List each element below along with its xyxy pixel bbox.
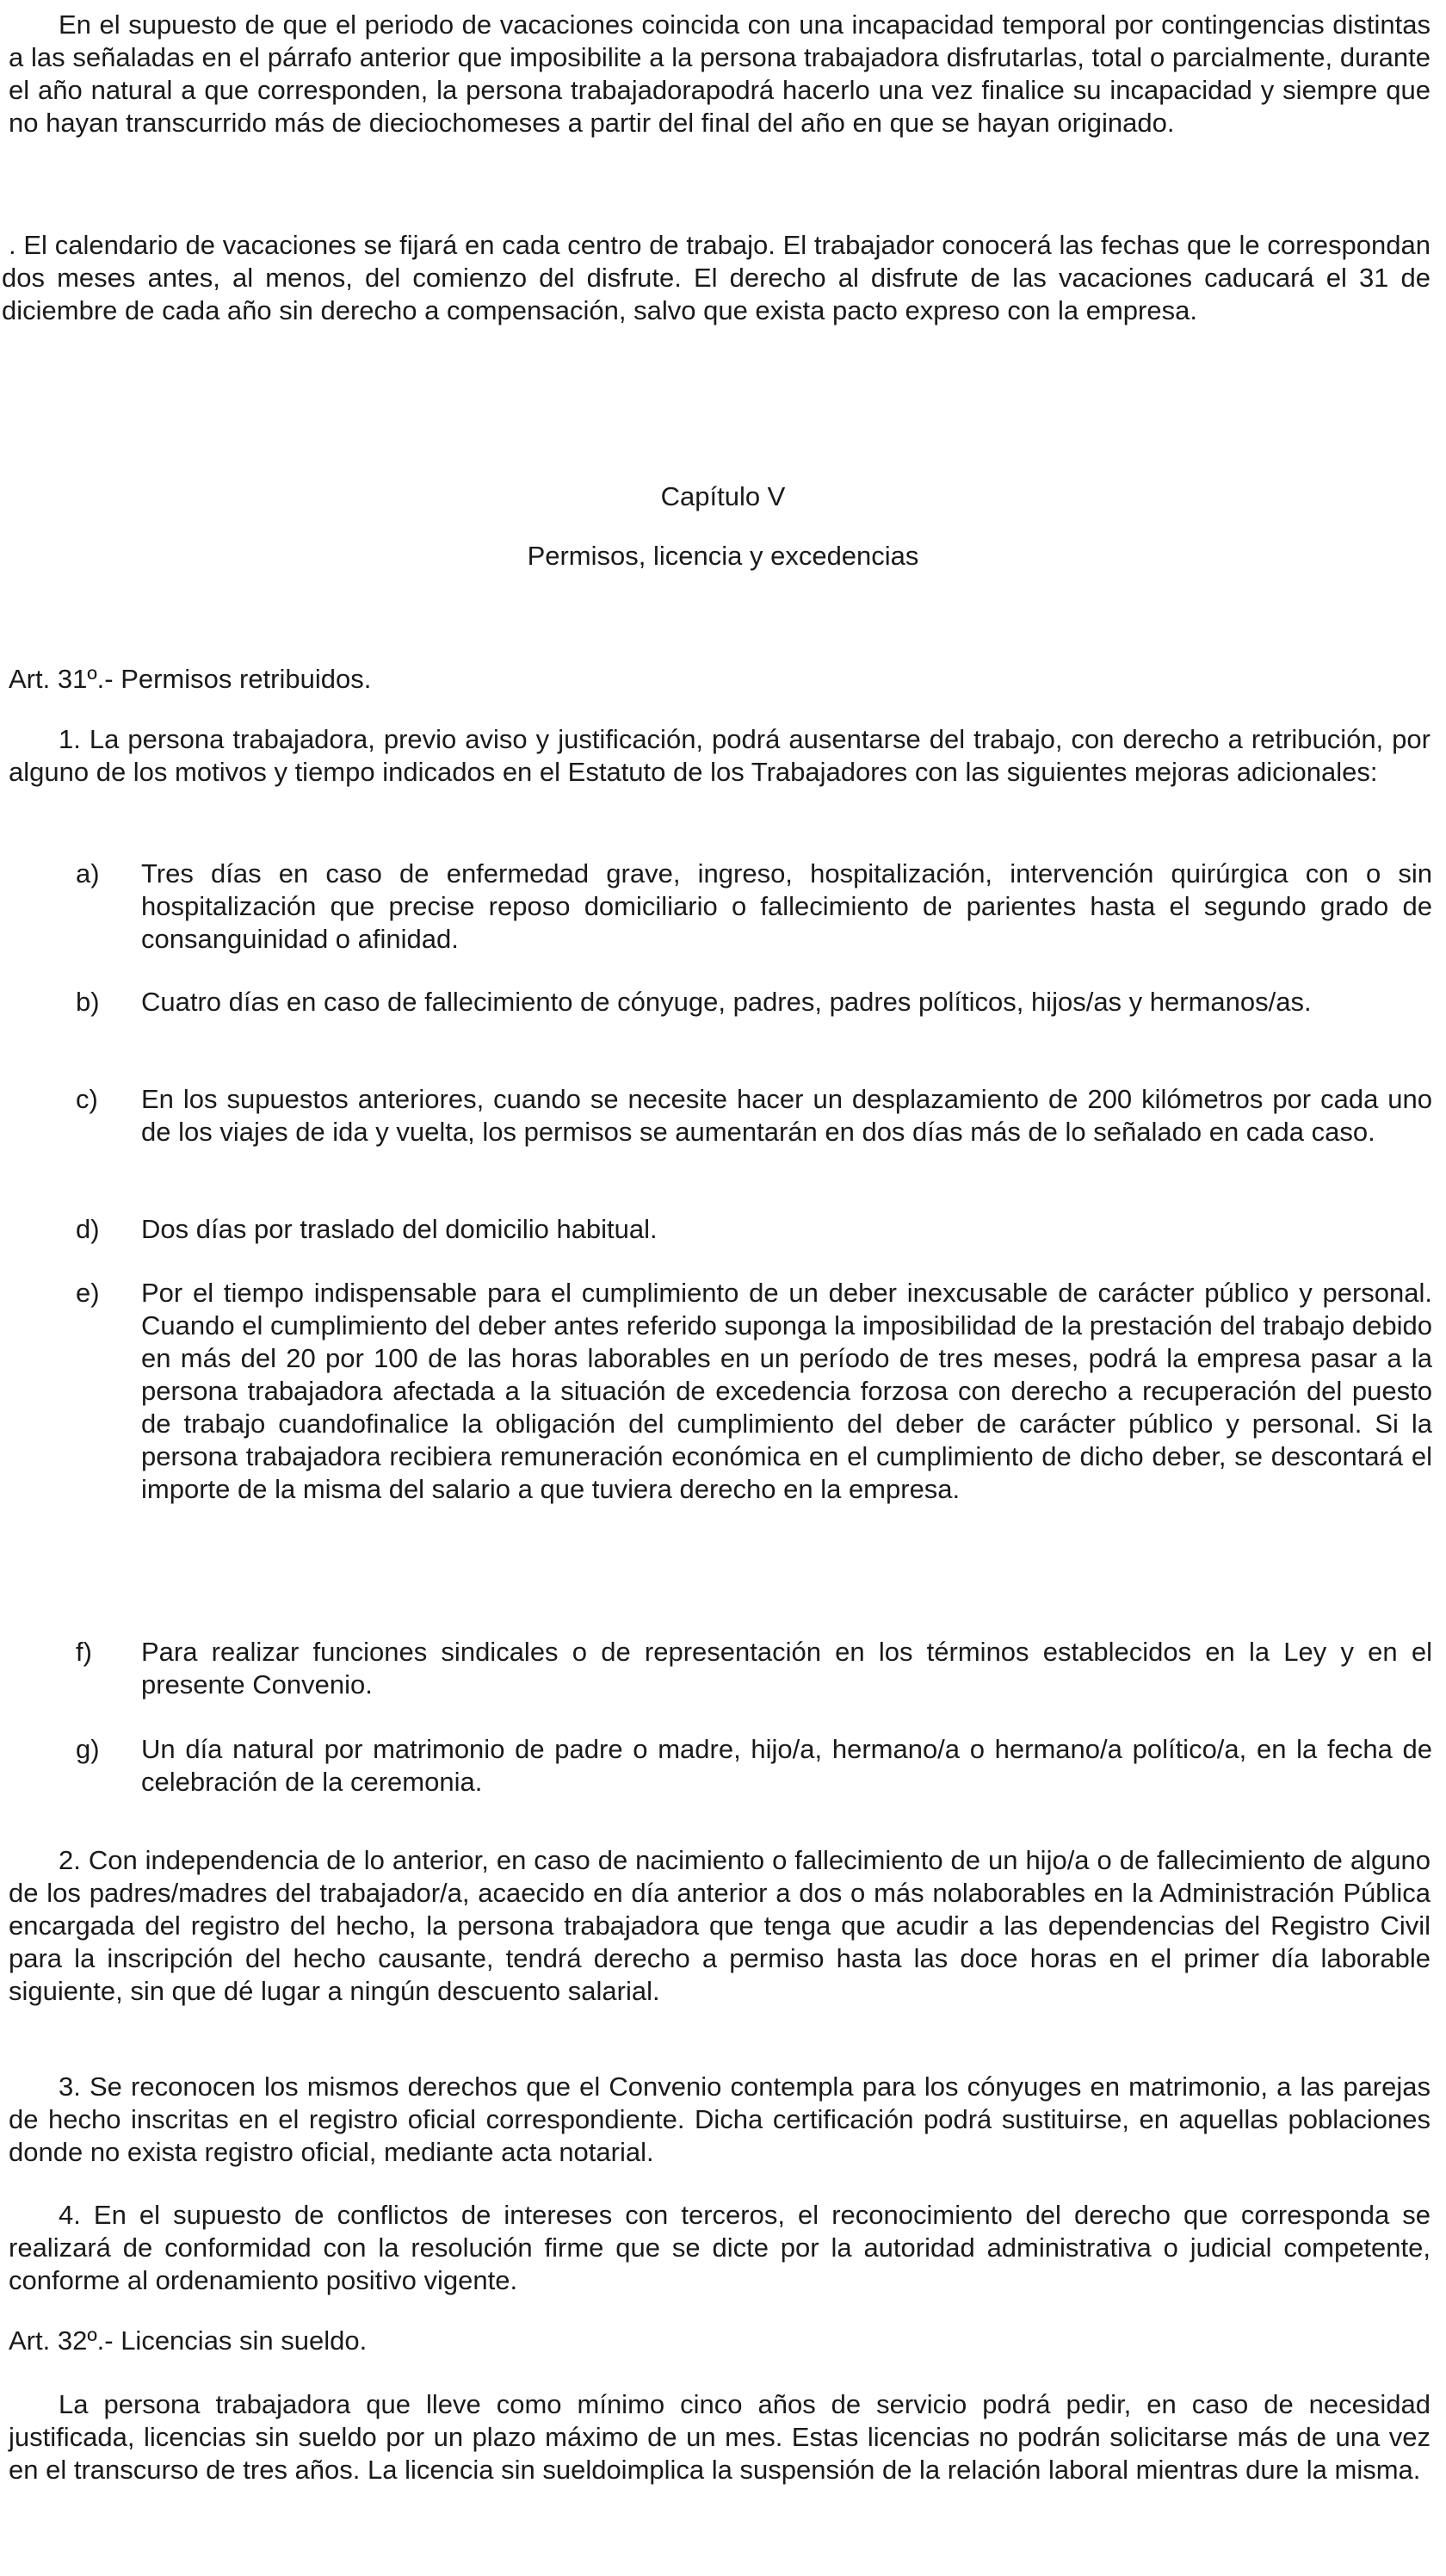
list-item-letter: c) — [76, 1084, 98, 1114]
chapter-title: Permisos, licencia y excedencias — [527, 541, 919, 571]
paragraph-calendario: . El calendario de vacaciones se fijará en cada centro de trabajo. El trabajador conocerá las fechas que le correspondan dos meses antes, al menos, del comienzo del disfrute. El derecho al disfrute de las vacaciones caducará el 31 de diciembre de cada año sin derecho a compensación, salvo que exista pacto expreso con la empresa. — [2, 230, 1431, 325]
list-item-text: Por el tiempo indispensable para el cumplimiento de un deber inexcusable de carácter público y personal. Cuando el cumplimiento del deber antes referido suponga la imposibilidad de la prestación del trabajo debido en más del 20 por 100 de las horas laborables en un período de tres meses, podrá la empresa pasar a la persona trabajadora afectada a la situación de excedencia forzosa con derecho a recuperación del puesto de trabajo cuandofinalice la obligación del cumplimiento del deber de carácter público y personal. Si la persona trabajadora recibiera remuneración económica en el cumplimiento de dicho deber, se descontará el importe de la misma del salario a que tuviera derecho en la empresa. — [141, 1278, 1432, 1504]
art31-paragraph-2: 2. Con independencia de lo anterior, en caso de nacimiento o fallecimiento de un hijo/a o de fallecimiento de alguno de los padres/madres del trabajador/a, acaecido en día anterior a dos o más nolaborables en la Administración Pública encargada del registro del hecho, la persona trabajadora que tenga que acudir a las dependencias del Registro Civil para la inscripción del hecho causante, tendrá derecho a permiso hasta las doce horas en el primer día laborable siguiente, sin que dé lugar a ningún descuento salarial. — [9, 1845, 1431, 2006]
art32-paragraph-1: La persona trabajadora que lleve como mínimo cinco años de servicio podrá pedir, en caso de necesidad justificada, licencias sin sueldo por un plazo máximo de un mes. Estas licencias no podrán solicitarse más de una vez en el transcurso de tres años. La licencia sin sueldoimplica la suspensión de la relación laboral mientras dure la misma. — [9, 2389, 1431, 2485]
paragraph-vacaciones-incapacidad: En el supuesto de que el periodo de vacaciones coincida con una incapacidad temporal por contingencias distintas a las señaladas en el párrafo anterior que imposibilite a la persona trabajadora disfrutarlas, total o parcialmente, durante el año natural a que corresponden, la persona trabajadorapodrá hacerlo una vez finalice su incapacidad y siempre que no hayan transcurrido más de dieciochomeses a partir del final del año en que se hayan originado. — [9, 9, 1431, 138]
chapter-number: Capítulo V — [660, 481, 786, 511]
list-item-text: En los supuestos anteriores, cuando se necesite hacer un desplazamiento de 200 kilómetros por cada uno de los viajes de ida y vuelta, los permisos se aumentarán en dos días más de lo señalado en cada caso. — [141, 1084, 1432, 1147]
list-item-text: Dos días por traslado del domicilio habitual. — [141, 1214, 658, 1244]
list-item-letter: e) — [76, 1278, 100, 1308]
list-item-letter: a) — [76, 858, 100, 889]
list-item-letter: b) — [76, 987, 100, 1017]
art32-heading: Art. 32º.- Licencias sin sueldo. — [9, 2325, 368, 2356]
list-item-letter: g) — [76, 1734, 100, 1764]
list-item-text: Tres días en caso de enfermedad grave, ingreso, hospitalización, intervención quirúrgica con o sin hospitalización que precise reposo domiciliario o fallecimiento de parientes hasta el segundo grado de consanguinidad o afinidad. — [141, 858, 1432, 954]
list-item-letter: d) — [76, 1214, 100, 1244]
art31-paragraph-3: 3. Se reconocen los mismos derechos que el Convenio contempla para los cónyuges en matrimonio, a las parejas de hecho inscritas en el registro oficial correspondiente. Dicha certificación podrá sustituirse, en aquellas poblaciones donde no exista registro oficial, mediante acta notarial. — [9, 2071, 1431, 2167]
art31-paragraph-1: 1. La persona trabajadora, previo aviso y justificación, podrá ausentarse del trabajo, con derecho a retribución, por alguno de los motivos y tiempo indicados en el Estatuto de los Trabajadores con las siguientes mejoras adicionales: — [9, 724, 1431, 787]
list-item-text: Para realizar funciones sindicales o de representación en los términos establecidos en la Ley y en el presente Convenio. — [141, 1637, 1432, 1700]
art31-heading: Art. 31º.- Permisos retribuidos. — [9, 664, 372, 694]
art31-paragraph-4: 4. En el supuesto de conflictos de intereses con terceros, el reconocimiento del derecho que corresponda se realizará de conformidad con la resolución firme que se dicte por la autoridad administrativa o judicial competente, conforme al ordenamiento positivo vigente. — [9, 2200, 1431, 2295]
list-item-letter: f) — [76, 1637, 92, 1667]
list-item-text: Un día natural por matrimonio de padre o madre, hijo/a, hermano/a o hermano/a político/a, en la fecha de celebración de la ceremonia. — [141, 1734, 1432, 1797]
list-item-text: Cuatro días en caso de fallecimiento de cónyuge, padres, padres políticos, hijos/as y hermanos/as. — [141, 987, 1312, 1017]
